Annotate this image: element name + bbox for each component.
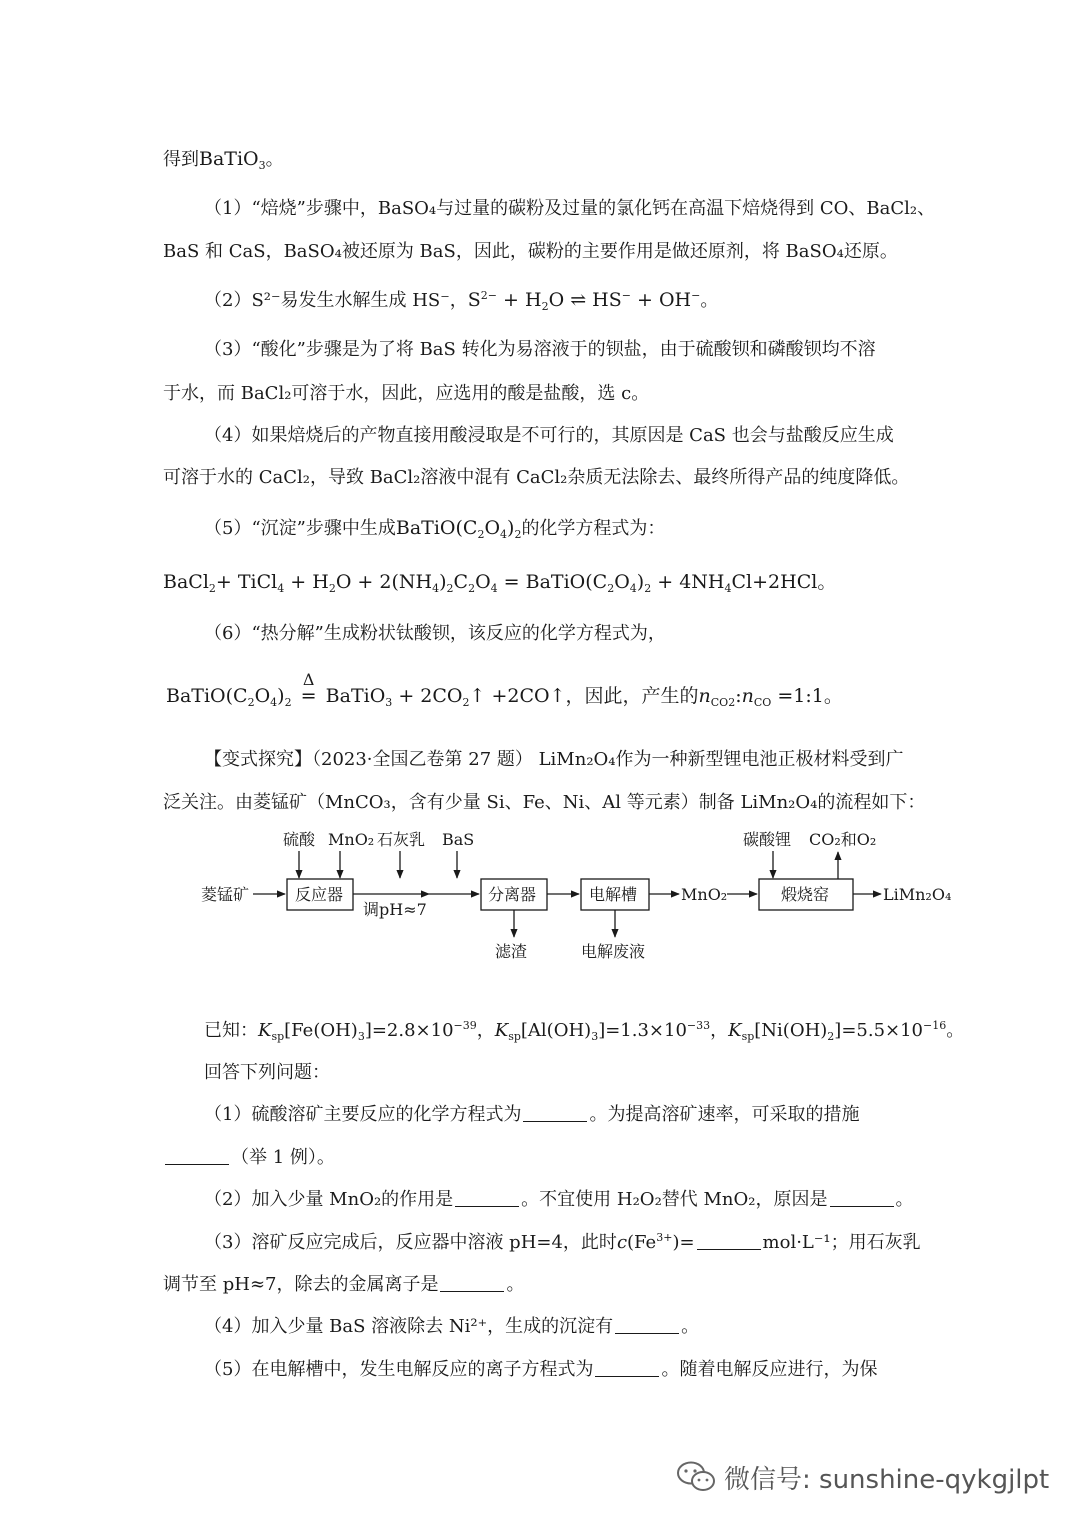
answer-blank[interactable] [440, 1275, 504, 1292]
separator-box: 分离器 [488, 885, 537, 904]
process-flowchart [195, 823, 965, 973]
reactor-box: 反应器 [295, 885, 344, 904]
answer-blank[interactable] [830, 1190, 894, 1207]
kiln-box: 煅烧窑 [781, 885, 830, 904]
text-line: 于水，而 BaCl₂可溶于水，因此，应选用的酸是盐酸，选 c。 [163, 383, 650, 404]
answer-blank[interactable] [455, 1190, 519, 1207]
output-gases: CO₂和O₂ [809, 830, 877, 849]
mid-product-mno2: MnO₂ [681, 885, 728, 904]
text-line: （6）“热分解”生成粉状钛酸钡，该反应的化学方程式为， [204, 623, 666, 644]
answer-blank[interactable] [697, 1233, 761, 1250]
input-mno2: MnO₂ [328, 830, 375, 849]
text-line: 调节至 pH≈7，除去的金属离子是 。 [163, 1274, 525, 1295]
text-line: （举 1 例）。 [163, 1146, 335, 1170]
answer-blank[interactable] [595, 1360, 659, 1377]
equation-line: BaCl$_2$+ TiCl$_4$ + $H_2O + 2(NH_4)_2C_2O_4$ = $BaTiO(C_2O_4)_2 + 4NH_4Cl+2HCl$。 [163, 571, 837, 595]
text-line: （2）S²⁻易发生水解生成 HS⁻，$S^{2-} + H_2O$ ⇌ HS− + OH−。 [204, 289, 719, 313]
text-line: 【变式探究】（2023·全国乙卷第 27 题） LiMn₂O₄作为一种新型锂电池正极材料受到广 [204, 749, 904, 770]
final-product: LiMn₂O₄ [883, 885, 952, 904]
ph-adjust-label: 调pH≈7 [363, 900, 427, 919]
text-line: 已知：$K_{sp}[Fe(OH)_3]=2.8\times 10^{-39}$，$K_{sp}[Al(OH)_3]=1.3\times 10^{-33}$，$K_{sp}[Ni(OH)_2]=5.5\times 10^{-16}$。 [204, 1019, 965, 1043]
question-4: （4）加入少量 BaS 溶液除去 Ni²⁺，生成的沉淀有 。 [204, 1316, 700, 1337]
text-line: （3）“酸化”步骤是为了将 BaS 转化为易溶液于的钡盐，由于硫酸钡和磷酸钡均不溶 [204, 339, 876, 360]
answer-blank[interactable] [165, 1148, 229, 1165]
text-line: （5）“沉淀”步骤中生成$BaTiO(C_2O_4)_2$的化学方程式为： [204, 517, 666, 541]
wechat-watermark: 微信号: sunshine-qykgjlpt [676, 1456, 1049, 1498]
text-line: 可溶于水的 CaCl₂，导致 BaCl₂溶液中混有 CaCl₂杂质无法除去、最终所得产品的纯度降低。 [163, 467, 910, 488]
feed-ore: 菱锰矿 [201, 885, 250, 904]
input-lithium-carbonate: 碳酸锂 [743, 830, 792, 849]
text-line: BaS 和 CaS，BaSO₄被还原为 BaS，因此，碳粉的主要作用是做还原剂，将 BaSO₄还原。 [163, 241, 898, 262]
question-5: （5）在电解槽中，发生电解反应的离子方程式为 。随着电解反应进行，为保 [204, 1359, 878, 1380]
text-line: （4）如果焙烧后的产物直接用酸浸取是不可行的，其原因是 CaS 也会与盐酸反应生成 [204, 425, 894, 446]
input-lime: 石灰乳 [377, 830, 426, 849]
text-line: 回答下列问题： [204, 1062, 330, 1083]
question-1: （1）硫酸溶矿主要反应的化学方程式为 。为提高溶矿速率，可采取的措施 [204, 1104, 860, 1125]
electrolyzer-box: 电解槽 [589, 885, 638, 904]
equation-line: $BaTiO(C_2O_4)_2$ Δ = BaTiO$_3$ + $2CO_2↑$ +2CO↑，因此，产生的$n_{CO2}:n_{CO}$ =1:1。 [166, 670, 843, 709]
question-2: （2）加入少量 MnO₂的作用是 。不宜使用 H₂O₂替代 MnO₂，原因是 。 [204, 1189, 914, 1210]
electrolysis-waste: 电解废液 [581, 942, 646, 961]
input-bas: BaS [442, 830, 475, 849]
text-line: 得到BaTiO$_3$。 [163, 148, 284, 172]
wechat-icon [676, 1460, 716, 1494]
answer-blank[interactable] [615, 1317, 679, 1334]
question-3: （3）溶矿反应完成后，反应器中溶液 pH=4，此时$c(Fe^{3+})= mol\cdot L^{-1}$；用石灰乳 [204, 1231, 921, 1253]
filter-residue: 滤渣 [495, 942, 528, 961]
input-sulfuric-acid: 硫酸 [283, 830, 316, 849]
answer-blank[interactable] [523, 1105, 587, 1122]
text-line: 泛关注。由菱锰矿（MnCO₃，含有少量 Si、Fe、Ni、Al 等元素）制备 LiMn₂O₄的流程如下： [163, 792, 926, 813]
text-line: （1）“焙烧”步骤中，BaSO₄与过量的碳粉及过量的氯化钙在高温下焙烧得到 CO、BaCl₂、 [204, 198, 936, 219]
